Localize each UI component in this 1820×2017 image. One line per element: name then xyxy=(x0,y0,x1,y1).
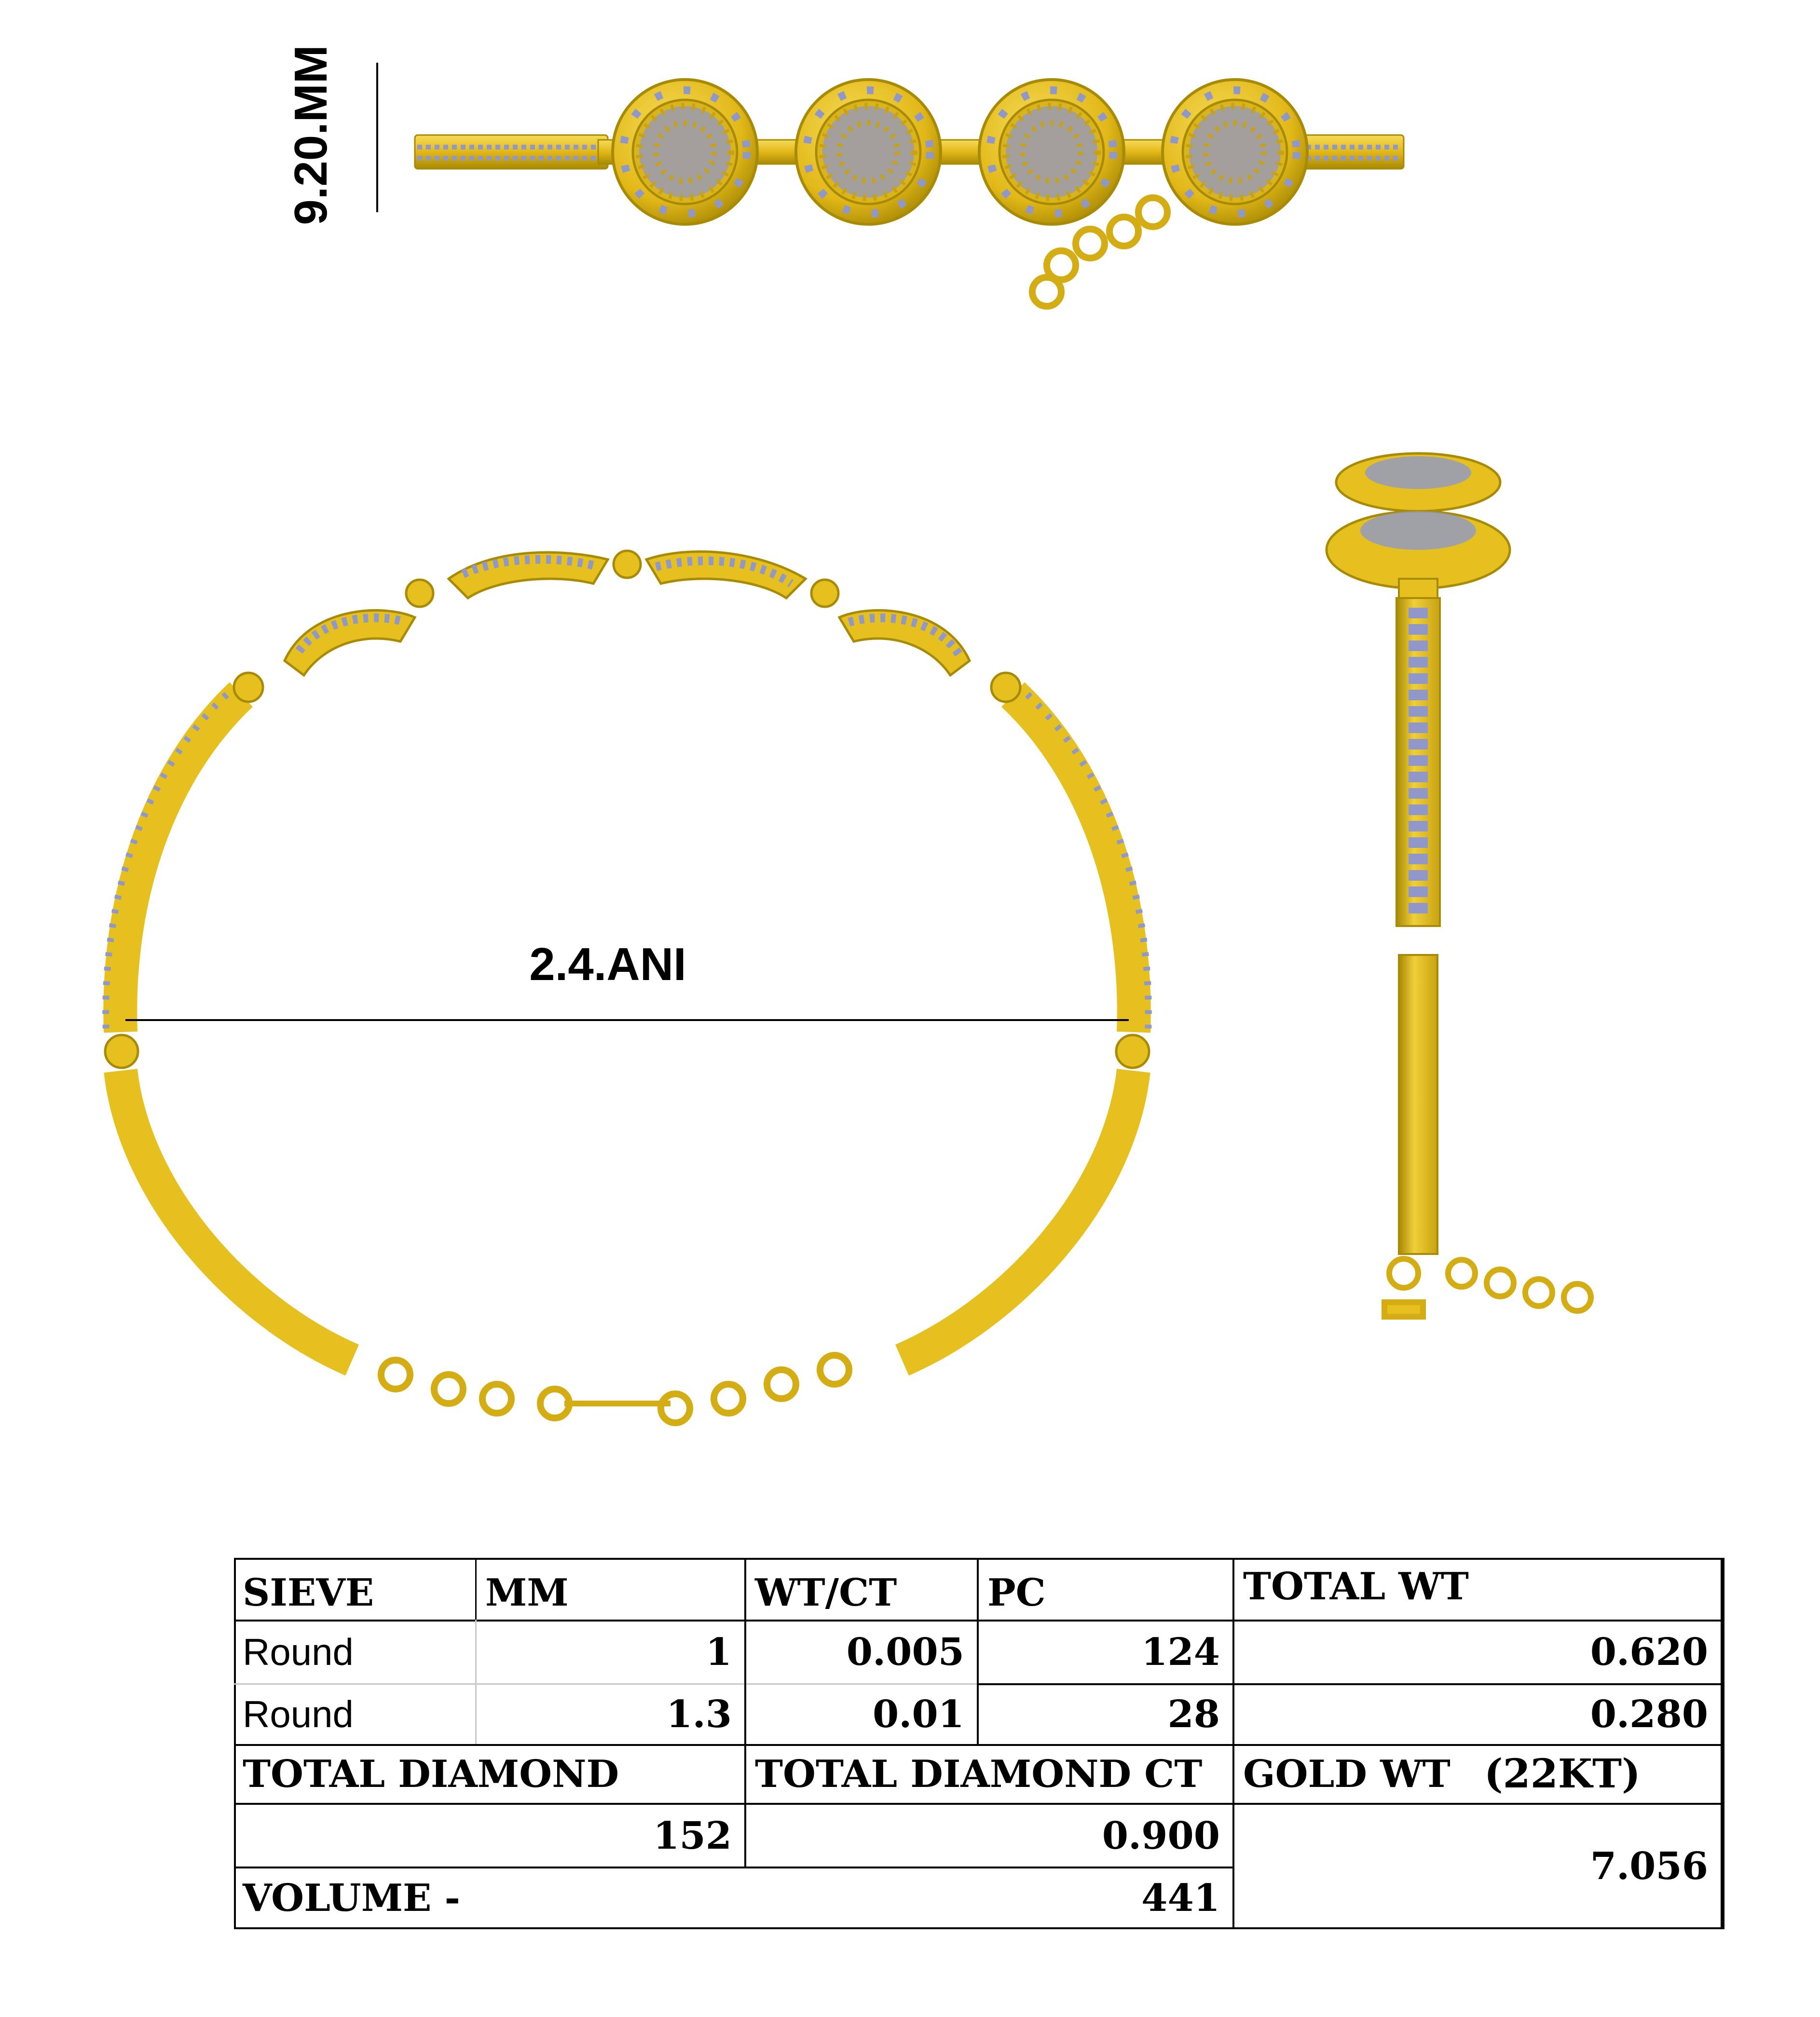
cluster-4 xyxy=(1163,80,1307,224)
total-diamond-ct-label: TOTAL DIAMOND CT xyxy=(755,1752,1203,1796)
gold-wt-label-cell xyxy=(1234,1745,1721,1803)
diameter-label: 2.4.ANI xyxy=(529,939,686,990)
gold-wt-value: 7.056 xyxy=(1590,1844,1708,1888)
table-row-1-total-wt: 0.620 xyxy=(1590,1630,1708,1674)
side-chain xyxy=(1384,1259,1591,1317)
cluster-3 xyxy=(979,80,1124,224)
table-row-2-mm: 1.3 xyxy=(666,1692,732,1736)
volume-label: VOLUME - xyxy=(243,1876,461,1920)
header-mm: MM xyxy=(485,1571,569,1615)
side-clusters xyxy=(1327,453,1510,598)
table-row-1-wt-ct: 0.005 xyxy=(846,1630,964,1674)
table-row-1-sieve: Round xyxy=(243,1630,354,1673)
header-pc: PC xyxy=(987,1571,1046,1615)
top-dimension-line xyxy=(376,63,378,212)
top-dimension xyxy=(285,45,342,241)
table-row-2-pc: 28 xyxy=(1167,1692,1220,1736)
bottom-chain xyxy=(381,1355,849,1423)
header-wt-ct: WT/CT xyxy=(755,1571,897,1615)
total-diamond-ct-value: 0.900 xyxy=(1102,1813,1220,1858)
header-sieve: SIEVE xyxy=(243,1571,374,1615)
table-row-2-sieve: Round xyxy=(243,1692,354,1735)
bangle-band xyxy=(106,695,1149,1360)
gold-wt-karat: (22KT) xyxy=(1484,1751,1641,1797)
table-row-1-mm: 1 xyxy=(705,1630,732,1674)
total-diamond-label: TOTAL DIAMOND xyxy=(243,1752,619,1796)
volume-value: 441 xyxy=(1141,1876,1220,1920)
top-dimension-label: 9.20.MM xyxy=(285,45,337,225)
table-row-2-total-wt: 0.280 xyxy=(1590,1692,1708,1736)
table-row-2-wt-ct: 0.01 xyxy=(873,1692,964,1736)
cluster-2 xyxy=(796,80,941,224)
left-bar xyxy=(415,135,608,169)
side-bar-lower xyxy=(1399,955,1437,1254)
side-bar-upper xyxy=(1396,598,1440,926)
table-row-1-pc: 124 xyxy=(1141,1630,1220,1674)
total-diamond-value: 152 xyxy=(653,1813,732,1858)
gold-wt-label: GOLD WT xyxy=(1243,1752,1451,1796)
specification-table xyxy=(234,1558,1724,1929)
header-total-wt: TOTAL WT xyxy=(1243,1564,1469,1608)
bracelet-side-view xyxy=(1322,444,1592,1360)
right-bar xyxy=(1293,135,1404,169)
cluster-1 xyxy=(613,80,757,224)
bracelet-top-view xyxy=(405,68,1495,328)
